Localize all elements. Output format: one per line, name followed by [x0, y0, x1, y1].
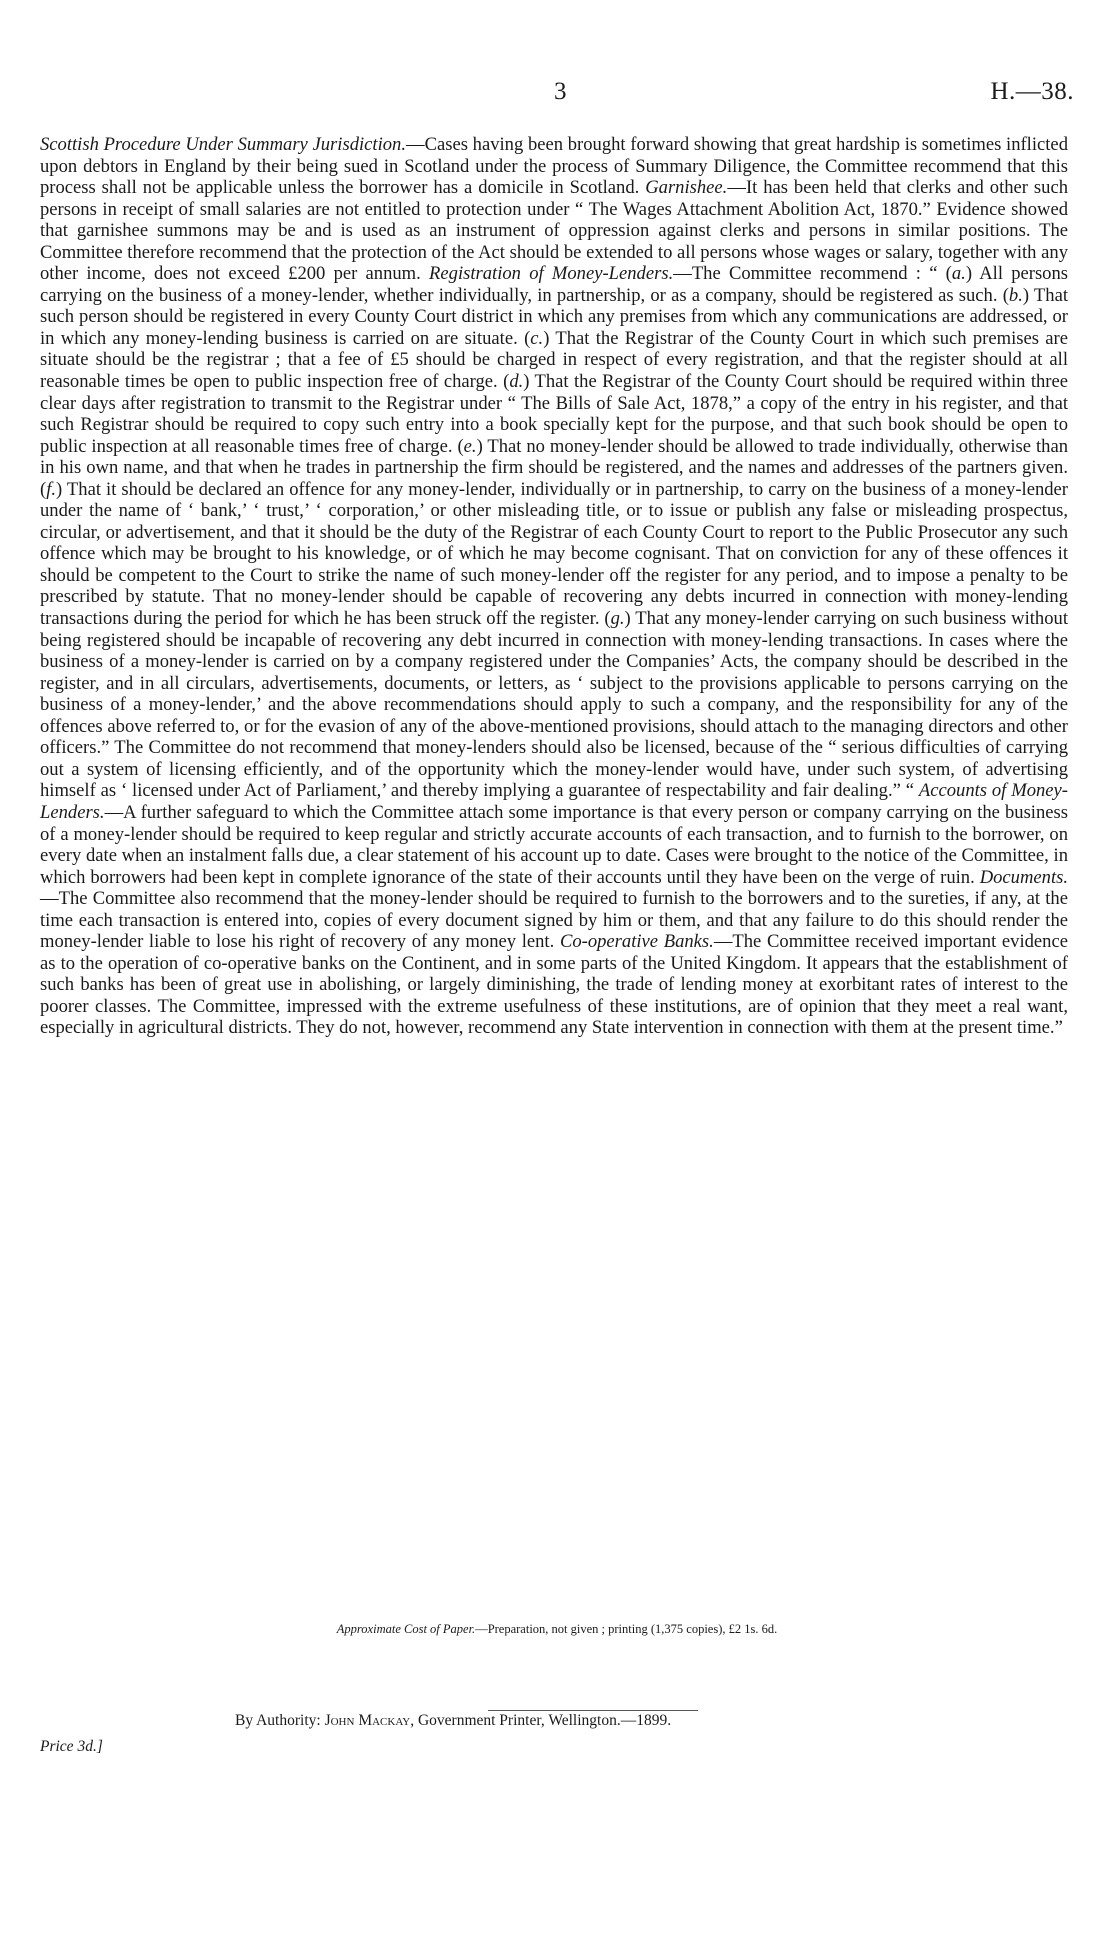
- text-segment: ) That the Registrar of the County Court in which such premises are situate should be the registrar ; that a fee of £5 should be charged in respect of every registration, and that the register should at all reasonable times be open to public inspection free of charge. (: [40, 327, 1068, 393]
- text-segment: —Cases having been brought forward showing that great hardship is sometimes inflicted upon debtors in England by their being sued in Scotland under the process of Summary Diligence, the Committee recommend that this process shall not be applicable unless the borrower has a domicile in Scotland.: [40, 134, 1068, 199]
- italic-heading-segment: e.: [463, 435, 477, 457]
- cost-of-paper-line: [0, 1622, 1114, 1637]
- text-segment: —It has been held that clerks and other such persons in receipt of small salaries are not entitled to protection under “ The Wages Attachment Abolition Act, 1870.” Evidence showed that garnishee summons may be and is used as an instrument of oppression against clerks and persons in similar positions. The Committee therefore recommend that the protection of the Act should be extended to all persons whose wages or salary, together with any other income, does not exceed £200 per annum.: [40, 177, 1068, 285]
- italic-heading-segment: a.: [951, 263, 966, 285]
- italic-heading-segment: Accounts of Money-Lenders.: [40, 780, 1068, 823]
- italic-heading-segment: c.: [530, 327, 544, 349]
- price-text: Price 3d.]: [40, 1738, 103, 1755]
- italic-heading-segment: f.: [46, 478, 57, 500]
- italic-heading-segment: Registration of Money-Lenders.: [429, 263, 674, 285]
- italic-heading-segment: Co-operative Banks.: [559, 931, 714, 953]
- italic-heading-segment: g.: [610, 608, 625, 630]
- page-number: 3: [554, 78, 567, 105]
- text-segment: ) That the Registrar of the County Court should be required within three clear days after registration to transmit to the Registrar under “ The Bills of Sale Act, 1878,” a copy of the entry in his register, and that such Registrar should be required to copy such entry into a book specially kept for the purpose, and that such book should be open to public inspection at all reasonable times free of charge. (: [40, 371, 1068, 457]
- italic-heading-segment: d.: [509, 371, 524, 393]
- printer-suffix: , Government Printer, Wellington.—1899.: [410, 1712, 672, 1729]
- cost-label: Approximate Cost of Paper.: [336, 1622, 476, 1636]
- authority-prefix: By Authority:: [235, 1712, 325, 1729]
- italic-heading-segment: Documents.: [979, 866, 1068, 888]
- printer-name: John Mackay: [324, 1712, 411, 1729]
- body-paragraph: [40, 134, 1068, 1039]
- text-segment: ) That any money-lender carrying on such business without being registered should be incapable of recovering any debt incurred in connection with money-lending transactions. In cases where the business of a money-lender is carried on by a company registered under the Companies’ Acts, the company should be described in the register, and in all circulars, advertisements, documents, or letters, as ‘ subject to the provisions applicable to persons carrying on the business of a money-lender,’ and the above recommendations should apply to such a company, and the responsibility for any of the offences above referred to, or for the evasion of any of the above-mentioned provisions, should attach to the managing directors and other officers.” The Committee do not recommend that money-lenders should also be licensed, because of the “ serious difficulties of carrying out a system of licensing efficiently, and of the opportunity which the money-lender would have, under such system, of advertising himself as ‘ licensed under Act of Parliament,’ and thereby implying a guarantee of respectability and fair dealing.” “: [40, 608, 1068, 802]
- text-segment: —The Committee recommend : “ (: [673, 263, 952, 285]
- text-segment: ) That such person should be registered in every County Court district in which any premises from which any communications are addressed, or in which any money-lending business is carried on are situate. (: [40, 284, 1068, 349]
- body-text: [40, 134, 1068, 1039]
- text-segment: —The Committee received important evidence as to the operation of co-operative banks on the Continent, and in some parts of the United Kingdom. It appears that the establishment of such banks has been of great use in abolishing, or largely diminishing, the trade of lending money at exorbitant rates of interest to the poorer classes. The Committee, impressed with the extreme usefulness of these institutions, are of opinion that they meet a real want, especially in agricultural districts. They do not, however, recommend any State intervention in connection with them at the present time.”: [40, 931, 1068, 1039]
- printer-line: [235, 1712, 671, 1730]
- text-segment: —The Committee also recommend that the money-lender should be required to furnish to the borrowers and to the sureties, if any, at the time each transaction is entered into, copies of every document signed by him or them, and that any failure to do this should render the money-lender liable to lose his right of recovery of any money lent.: [40, 888, 1068, 953]
- italic-heading-segment: b.: [1008, 284, 1023, 306]
- footer-divider: [488, 1710, 698, 1711]
- text-segment: —A further safeguard to which the Committee attach some importance is that every person or company carrying on the business of a money-lender should be required to keep regular and strictly accurate accounts of each transaction, and to furnish to the borrower, on every date when an instalment falls due, a clear statement of his account up to date. Cases were brought to the notice of the Committee, in which borrowers had been kept in complete ignorance of the state of their accounts until they have been on the verge of ruin.: [40, 801, 1068, 888]
- price: [40, 1738, 103, 1756]
- italic-heading-segment: Garnishee.: [645, 177, 728, 199]
- cost-text: —Preparation, not given ; printing (1,375 copies), £2 1s. 6d.: [475, 1622, 778, 1636]
- document-reference: H.—38.: [990, 78, 1074, 105]
- text-segment: ) That it should be declared an offence for any money-lender, individually or in partnership, to carry on the business of a money-lender under the name of ‘ bank,’ ‘ trust,’ ‘ corporation,’ or other misleading title, or to issue or publish any false or misleading prospectus, circular, or advertisement, and that it should be the duty of the Registrar of each County Court to report to the Public Prosecutor any such offence which may be brought to his knowledge, or of which he may become cognisant. That on conviction for any of these offences it should be competent to the Court to strike the name of such money-lender off the register for any period, and to impose a penalty to be prescribed by statute. That no money-lender should be capable of recovering any debts incurred in connection with money-lending transactions during the period for which he has been struck off the register. (: [40, 478, 1068, 630]
- text-segment: ) All persons carrying on the business of a money-lender, whether individually, in partnership, or as a company, should be registered as such. (: [40, 263, 1069, 306]
- italic-heading-segment: Scottish Procedure Under Summary Jurisdiction.: [40, 134, 406, 155]
- text-segment: ) That no money-lender should be allowed to trade individually, otherwise than in his own name, and that when he trades in partnership the firm should be registered, and the names and addresses of the partners given. (: [40, 435, 1068, 500]
